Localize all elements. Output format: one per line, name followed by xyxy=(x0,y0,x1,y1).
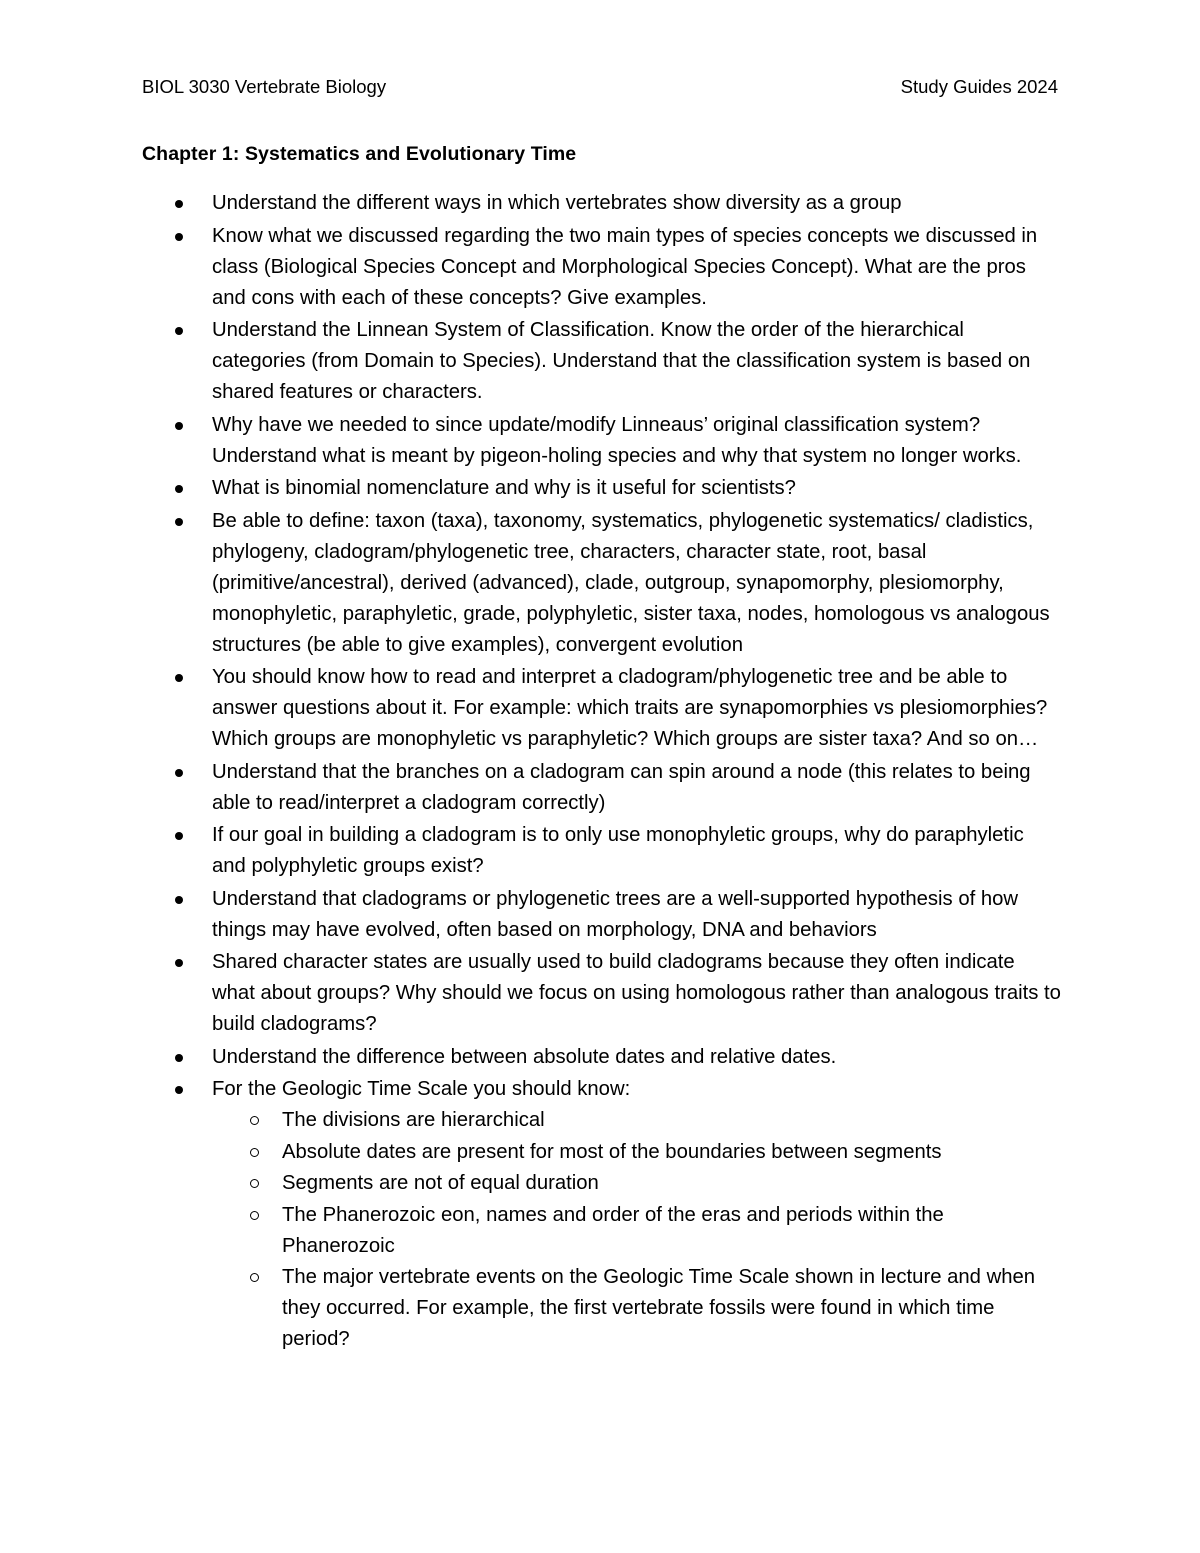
list-item-text: Know what we discussed regarding the two main types of species concepts we discussed in class (Biological Species Concept and Morphological Species Concept). What are the pros and cons with each of these concepts? Give examples. xyxy=(212,224,1038,309)
list-item xyxy=(142,315,1062,408)
bullet-icon xyxy=(175,233,183,241)
bullet-icon xyxy=(175,200,183,208)
list-item-text: What is binomial nomenclature and why is it useful for scientists? xyxy=(212,477,796,499)
bullet-icon xyxy=(175,674,183,682)
list-item-text: Understand the difference between absolute dates and relative dates. xyxy=(212,1045,837,1068)
list-item-geologic-time-scale xyxy=(142,1074,1062,1355)
bullet-icon xyxy=(175,1086,183,1094)
bullet-icon xyxy=(175,422,183,430)
sublist-item xyxy=(212,1262,1062,1355)
study-guide-list xyxy=(142,188,1062,1357)
list-item-text: Be able to define: taxon (taxa), taxonomy, systematics, phylogenetic systematics/ cladistics, phylogeny, cladogram/phylogenetic tree, characters, character state, root, basal (primitive/ancestral), derived (advanced), clade, outgroup, synapomorphy, plesiomorphy, monophyletic, paraphyletic, grade, polyphyletic, sister taxa, nodes, homologous vs analogous structures (be able to give examples), convergent evolution xyxy=(212,509,1050,656)
geologic-time-scale-sublist xyxy=(212,1105,1062,1355)
list-item xyxy=(142,1042,1062,1073)
list-item xyxy=(142,947,1062,1040)
bullet-icon xyxy=(175,485,183,493)
list-item-text: Understand that the branches on a cladogram can spin around a node (this relates to being able to read/interpret a cladogram correctly) xyxy=(212,760,1031,814)
chapter-heading: Chapter 1: Systematics and Evolutionary Time xyxy=(142,143,577,165)
list-item xyxy=(142,473,1062,504)
list-item xyxy=(142,662,1062,755)
list-item xyxy=(142,188,1062,219)
list-item xyxy=(142,820,1062,882)
list-item-text: You should know how to read and interpret a cladogram/phylogenetic tree and be able to answer questions about it. For example: which traits are synapomorphies vs plesiomorphies? Which groups are monophyletic vs paraphyletic? Which groups are sister taxa? And so on… xyxy=(212,666,1048,750)
sublist-item-text: The Phanerozoic eon, names and order of the eras and periods within the Phanerozoic xyxy=(282,1203,944,1257)
sublist-item xyxy=(212,1105,1062,1136)
sublist-item xyxy=(212,1200,1062,1262)
bullet-icon xyxy=(175,959,183,967)
list-item xyxy=(142,884,1062,946)
circle-bullet-icon xyxy=(250,1211,259,1220)
bullet-icon xyxy=(175,518,183,526)
list-item xyxy=(142,757,1062,819)
circle-bullet-icon xyxy=(250,1179,259,1188)
sublist-item-text: Absolute dates are present for most of the boundaries between segments xyxy=(282,1140,942,1163)
bullet-icon xyxy=(175,832,183,840)
bullet-icon xyxy=(175,327,183,335)
list-item-text: Why have we needed to since update/modify Linneaus’ original classification system? Understand what is meant by pigeon-holing species and why that system no longer works. xyxy=(212,413,1022,467)
sublist-item xyxy=(212,1168,1062,1199)
circle-bullet-icon xyxy=(250,1273,259,1282)
header-document-title: Study Guides 2024 xyxy=(900,76,1058,97)
list-item-text: Understand the different ways in which vertebrates show diversity as a group xyxy=(212,192,902,214)
bullet-icon xyxy=(175,769,183,777)
list-item-text: Understand that cladograms or phylogenetic trees are a well-supported hypothesis of how things may have evolved, often based on morphology, DNA and behaviors xyxy=(212,887,1019,941)
sublist-item-text: The divisions are hierarchical xyxy=(282,1109,545,1131)
sublist-item-text: The major vertebrate events on the Geologic Time Scale shown in lecture and when they occurred. For example, the first vertebrate fossils were found in which time period? xyxy=(282,1266,1036,1350)
bullet-icon xyxy=(175,1054,183,1062)
list-item-text: If our goal in building a cladogram is to only use monophyletic groups, why do paraphyletic and polyphyletic groups exist? xyxy=(212,824,1024,877)
list-item-text: Shared character states are usually used to build cladograms because they often indicate what about groups? Why should we focus on using homologous rather than analogous traits to build cladograms? xyxy=(212,951,1061,1035)
circle-bullet-icon xyxy=(250,1116,259,1125)
list-item-text: For the Geologic Time Scale you should know: xyxy=(212,1078,631,1100)
page-header xyxy=(142,74,1058,100)
bullet-icon xyxy=(175,896,183,904)
list-item xyxy=(142,506,1062,661)
circle-bullet-icon xyxy=(250,1148,259,1157)
sublist-item-text: Segments are not of equal duration xyxy=(282,1172,599,1194)
header-course-title: BIOL 3030 Vertebrate Biology xyxy=(142,76,387,97)
list-item xyxy=(142,221,1062,314)
list-item-text: Understand the Linnean System of Classification. Know the order of the hierarchical categories (from Domain to Species). Understand that the classification system is based on shared features or characters. xyxy=(212,319,1031,403)
sublist-item xyxy=(212,1137,1062,1168)
list-item xyxy=(142,410,1062,472)
